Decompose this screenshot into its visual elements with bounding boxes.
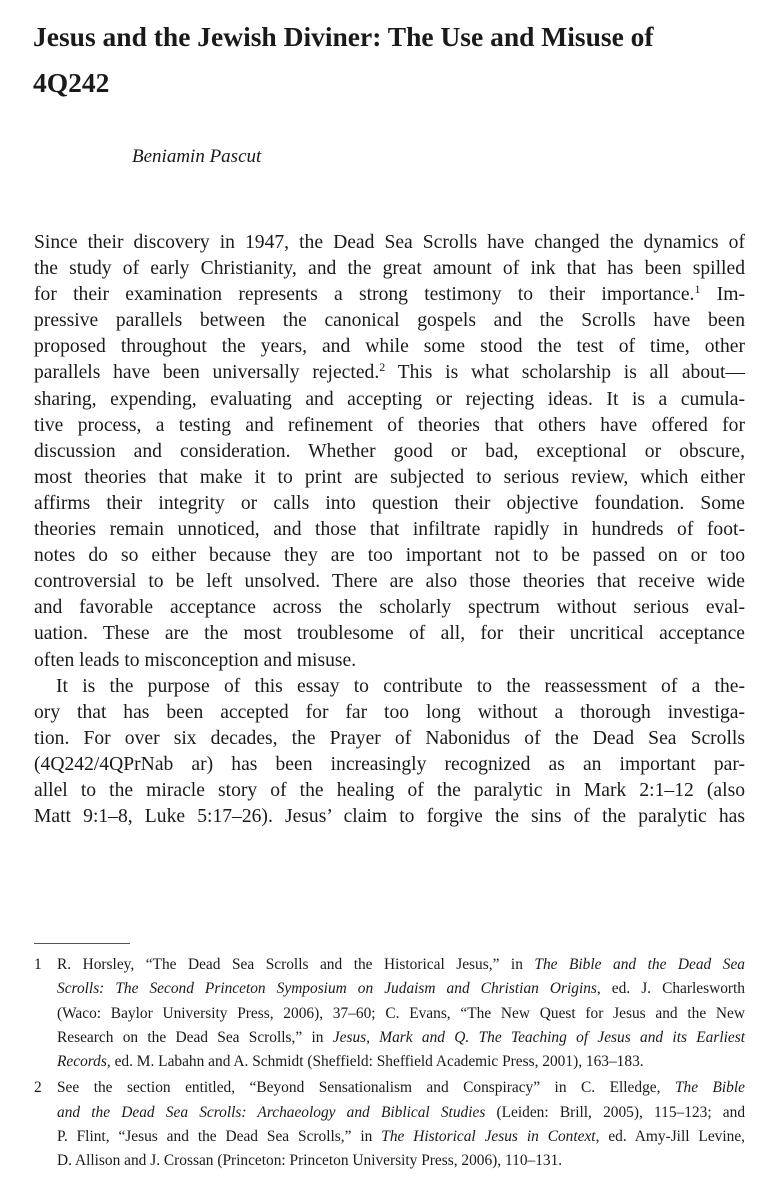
footnote-line (57, 1026, 745, 1050)
footnote-divider (34, 943, 130, 944)
footnote-text: , ed. M. Labahn and A. Schmidt (Sheffield: Sheffield Academic Press, 2001), 163–183. (106, 1053, 644, 1071)
footnote-title: and the Dead Sea Scrolls: Archaeology and Biblical Studies (57, 1103, 486, 1121)
footnote-text: (Leiden: Brill, 2005), 115–123; and (485, 1103, 746, 1121)
footnote-title: Jesus, Mark and Q. The Teaching of Jesus and its Earliest (332, 1028, 745, 1046)
footnote-text: See the section entitled, “Beyond Sensationalism and Conspiracy” in C. Elledge, (57, 1079, 675, 1097)
footnotes (34, 953, 745, 1174)
body-line: tion. For over six decades, the Prayer of Nabonidus of the Dead Sea Scrolls (34, 727, 745, 749)
footnote-text: , ed. Amy-Jill Levine, (595, 1128, 745, 1146)
body-line: proposed throughout the years, and while some stood the test of time, other (34, 336, 745, 358)
footnote-line (57, 1076, 745, 1100)
body-line: often leads to misconception and misuse. (34, 649, 357, 671)
body-line-text: parallels have been universally rejected. (34, 362, 380, 384)
footnote-title: The Historical Jesus in Context (381, 1128, 596, 1146)
body-line: It is the purpose of this essay to contribute to the reassessment of a the- (56, 675, 745, 697)
author-name: Beniamin Pascut (132, 146, 262, 167)
body-line-text: Im- (700, 284, 745, 306)
footnote-title: Scrolls: The Second Princeton Symposium on Judaism and Christian Origins (57, 980, 597, 998)
title-line-2: 4Q242 (33, 67, 110, 98)
body-line: controversial to be left unsolved. There are also those theories that receive wide (34, 571, 745, 593)
body-line: the study of early Christianity, and the great amount of ink that has been spilled (34, 258, 745, 280)
body-line: sharing, expending, evaluating and accepting or rejecting ideas. It is a cumula- (34, 388, 745, 410)
footnote-1 (34, 953, 745, 1074)
body-line: Matt 9:1–8, Luke 5:17–26). Jesus’ claim to forgive the sins of the paralytic has (34, 806, 745, 828)
footnote-text: Research on the Dead Sea Scrolls,” in (57, 1028, 333, 1046)
body-line: Since their discovery in 1947, the Dead Sea Scrolls have changed the dynamics of (34, 232, 745, 253)
footnote-line (57, 1101, 745, 1125)
body-line: and favorable acceptance across the scholarly spectrum without serious eval- (34, 597, 745, 619)
footnote-number: 1 (34, 956, 42, 973)
footnote-line: (Waco: Baylor University Press, 2006), 37–60; C. Evans, “The New Quest for Jesus and the New (57, 1004, 745, 1022)
body-line: pressive parallels between the canonical gospels and the Scrolls have been (34, 310, 745, 332)
footnote-text: , ed. J. Charlesworth (596, 980, 745, 998)
body-line: tive process, a testing and refinement of theories that others have offered for (34, 414, 745, 436)
body-line: uation. These are the most troublesome of all, for their uncritical acceptance (34, 623, 745, 645)
footnote-line (57, 1050, 745, 1074)
body-line: (4Q242/4QPrNab ar) has been increasingly recognized as an important par- (34, 753, 745, 775)
body-line: discussion and consideration. Whether good or bad, exceptional or obscure, (34, 440, 745, 462)
footnote-ref-1[interactable]: 1 (694, 282, 701, 297)
body-line (34, 360, 745, 386)
body-line: ory that has been accepted for far too long without a thorough investiga- (34, 701, 745, 723)
footnote-text: R. Horsley, “The Dead Sea Scrolls and the Historical Jesus,” in (57, 956, 535, 973)
body-line: affirms their integrity or calls into question their objective foundation. Some (34, 492, 745, 514)
article-title (33, 14, 753, 106)
footnote-line (57, 977, 745, 1001)
body-line-text: This is what scholarship is all about— (385, 362, 745, 384)
footnote-text: P. Flint, “Jesus and the Dead Sea Scrolls,” in (57, 1128, 382, 1146)
footnote-2 (34, 1076, 745, 1173)
footnote-line: D. Allison and J. Crossan (Princeton: Princeton University Press, 2006), 110–131. (57, 1152, 563, 1170)
body-line: most theories that make it to print are subjected to serious review, which either (34, 466, 745, 488)
footnote-ref-2[interactable]: 2 (379, 360, 386, 375)
body-line (34, 282, 745, 308)
footnote-title: The Bible and the Dead Sea (534, 956, 745, 973)
body-line-text: for their examination represents a strong testimony to their importance. (34, 284, 695, 306)
title-line-1: Jesus and the Jewish Diviner: The Use and Misuse of (33, 21, 654, 52)
body-text (34, 230, 745, 830)
footnote-line (57, 1125, 745, 1149)
body-line: theories remain unnoticed, and those that infiltrate rapidly in hundreds of foot- (34, 519, 745, 541)
footnote-line (57, 953, 745, 977)
body-line: allel to the miracle story of the healing of the paralytic in Mark 2:1–12 (also (34, 779, 745, 801)
footnote-title: Records (57, 1053, 107, 1071)
footnote-number: 2 (34, 1079, 42, 1097)
footnote-title: The Bible (674, 1079, 745, 1097)
body-line: notes do so either because they are too important not to be passed on or too (34, 545, 745, 567)
